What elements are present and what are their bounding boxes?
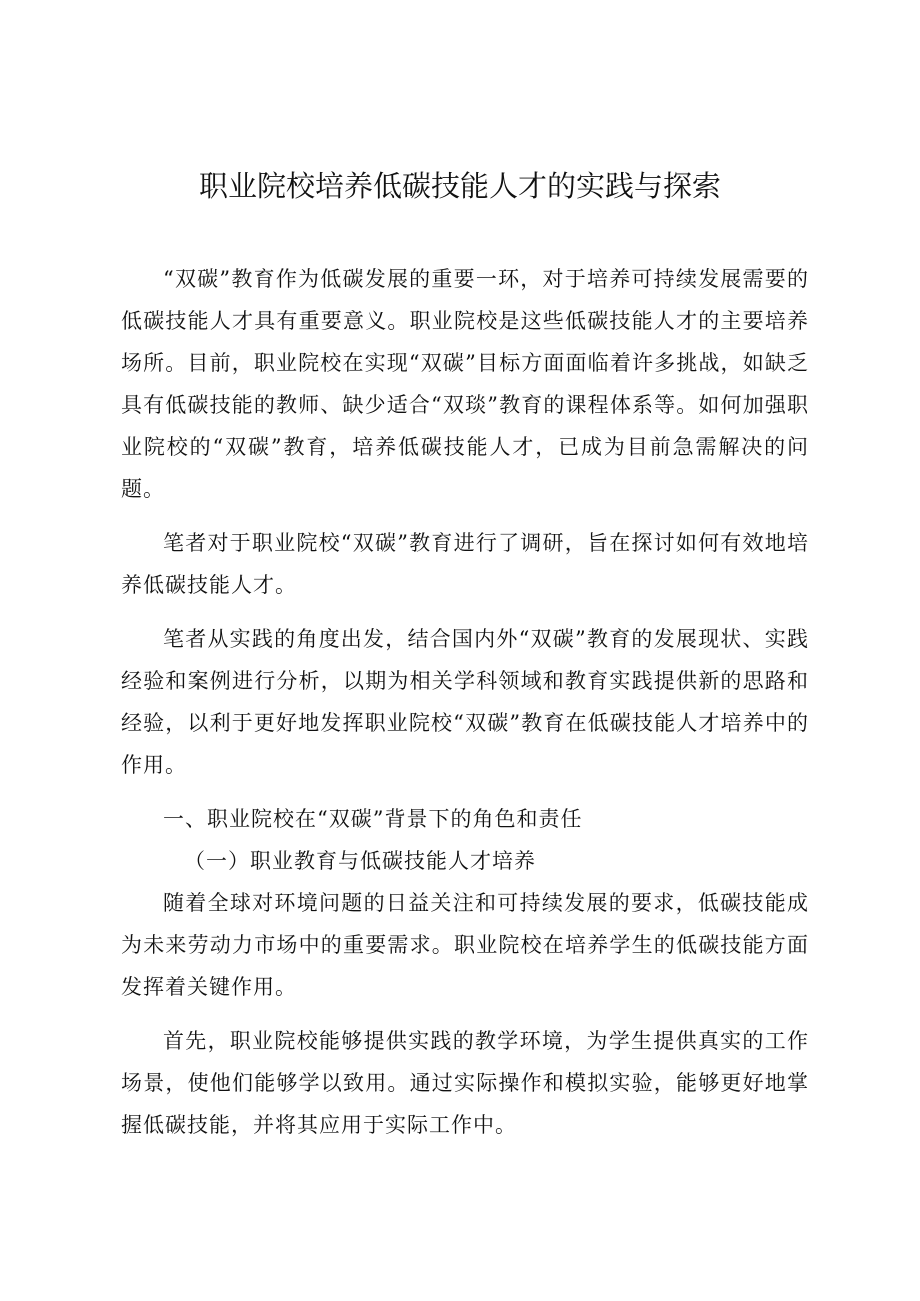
document-body xyxy=(121,258,809,1158)
paragraph-context: 随着全球对环境问题的日益关注和可持续发展的要求，低碳技能成为未来劳动力市场中的重要需求。职业院校在培养学生的低碳技能方面发挥着关键作用。 xyxy=(121,891,809,999)
subsection-heading: （一）职业教育与低碳技能人才培养 xyxy=(184,849,536,873)
section-heading: 一、职业院校在“双碳”背景下的角色和责任 xyxy=(163,807,583,831)
paragraph-approach: 笔者从实践的角度出发，结合国内外“双碳”教育的发展现状、实践经验和案例进行分析，以期为相关学科领域和教育实践提供新的思路和经验，以利于更好地发挥职业院校“双碳”教育在低碳技能人才培养中的作用。 xyxy=(121,627,809,777)
paragraph-intro: “双碳”教育作为低碳发展的重要一环，对于培养可持续发展需要的低碳技能人才具有重要意义。职业院校是这些低碳技能人才的主要培养场所。目前，职业院校在实现“双碳”目标方面面临着许多挑战，如缺乏具有低碳技能的教师、缺少适合“双琰”教育的课程体系等。如何加强职业院校的“双碳”教育，培养低碳技能人才，已成为目前急需解决的问题。 xyxy=(121,267,809,501)
paragraph-research: 笔者对于职业院校“双碳”教育进行了调研，旨在探讨如何有效地培养低碳技能人才。 xyxy=(121,531,809,597)
document-title: 职业院校培养低碳技能人才的实践与探索 xyxy=(198,169,721,203)
paragraph-first: 首先，职业院校能够提供实践的教学环境，为学生提供真实的工作场景，使他们能够学以致用。通过实际操作和模拟实验，能够更好地掌握低碳技能，并将其应用于实际工作中。 xyxy=(121,1029,809,1137)
